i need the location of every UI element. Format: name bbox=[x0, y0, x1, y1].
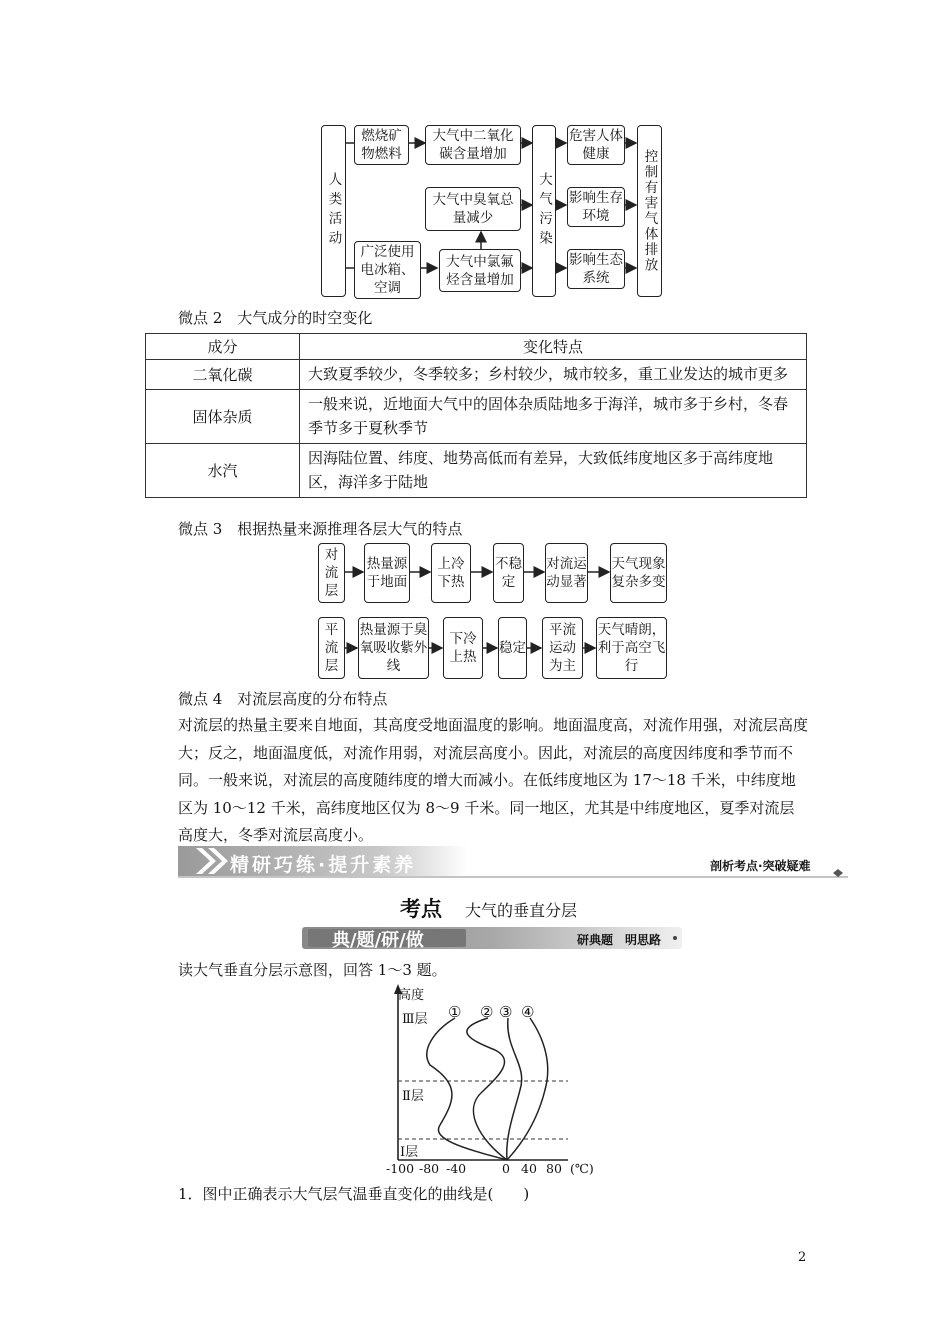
micro3-heading: 微点 3 根据热量来源推理各层大气的特点 bbox=[178, 520, 463, 538]
ozone-decrease-box: 大气中臭氧总量减少 bbox=[425, 187, 521, 231]
table-header: 成分 bbox=[146, 334, 300, 360]
curve-label: ③ bbox=[499, 1003, 513, 1021]
heat-from-ozone-box: 热量源于臭氧吸收紫外线 bbox=[358, 617, 429, 679]
cold-top-warm-bottom-box: 上冷下热 bbox=[431, 543, 471, 603]
kaodian-title: 大气的垂直分层 bbox=[465, 901, 578, 920]
x-tick-label: -100 bbox=[386, 1161, 415, 1176]
curve-label: ④ bbox=[521, 1003, 535, 1021]
stratosphere-box: 平流层 bbox=[318, 617, 345, 679]
x-tick-label: 0 bbox=[502, 1161, 510, 1176]
co2-increase-box: 大气中二氧化碳含量增加 bbox=[425, 125, 521, 165]
x-tick-label: -80 bbox=[419, 1161, 440, 1176]
cfc-increase-box: 大气中氯氟烃含量增加 bbox=[439, 249, 521, 292]
use-fridge-ac-box: 广泛使用电冰箱、空调 bbox=[354, 241, 421, 299]
air-pollution-box: 大气污染 bbox=[532, 125, 556, 297]
y-axis-label: 高度 bbox=[398, 988, 425, 1003]
table-header: 变化特点 bbox=[300, 334, 807, 360]
horizontal-flow-box: 平流运动为主 bbox=[542, 617, 583, 679]
question-1: 1．图中正确表示大气层气温垂直变化的曲线是( ) bbox=[178, 1185, 530, 1203]
micro4-heading: 微点 4 对流层高度的分布特点 bbox=[178, 690, 388, 708]
unstable-box: 不稳定 bbox=[493, 543, 524, 603]
stable-box: 稳定 bbox=[498, 617, 527, 679]
x-tick-label: -40 bbox=[446, 1161, 467, 1176]
sub-banner-title: 典/题/研/做 bbox=[332, 930, 424, 951]
convection-significant-box: 对流运动显著 bbox=[545, 543, 588, 603]
micro2-heading: 微点 2 大气成分的时空变化 bbox=[178, 309, 373, 327]
table-cell: 二氧化碳 bbox=[146, 360, 300, 390]
x-axis-unit: (℃) bbox=[570, 1161, 594, 1176]
weather-complex-box: 天气现象复杂多变 bbox=[610, 543, 667, 603]
curve-label: ① bbox=[448, 1003, 462, 1021]
curve-label: ② bbox=[480, 1003, 494, 1021]
x-tick-label: 40 bbox=[521, 1161, 537, 1176]
question-intro: 读大气垂直分层示意图，回答 1～3 题。 bbox=[178, 961, 447, 979]
curve-1 bbox=[427, 1018, 507, 1160]
micro4-paragraph: 对流层的热量主要来自地面，其高度受地面温度的影响。地面温度高，对流作用强，对流层高度大；反之，地面温度低，对流作用弱，对流层高度小。因此，对流层的高度因纬度和季节而不同。一般来说，对流层的高度随纬度的增大而减小。在低纬度地区为 17～18 千米，中纬度地区为 10～12 千米，高纬度地区仅为 8～9 千米。同一地区，尤其是中纬度地区，夏季对流层高度大，冬季对流层高度小。 bbox=[178, 716, 809, 844]
x-tick-label: 80 bbox=[546, 1161, 562, 1176]
human-activity-box: 人类活动 bbox=[321, 125, 346, 297]
warm-top-cold-bottom-box: 下冷上热 bbox=[443, 617, 483, 679]
sub-banner-subtitle: 研典题 明思路 bbox=[577, 933, 662, 947]
layer-label: Ⅲ层 bbox=[402, 1012, 428, 1027]
affect-ecosystem-box: 影响生态系统 bbox=[567, 249, 625, 289]
table-cell: 因海陆位置、纬度、地势高低而有差异，大致低纬度地区多于高纬度地区，海洋多于陆地 bbox=[300, 443, 807, 497]
troposphere-box: 对流层 bbox=[318, 543, 345, 603]
table-cell: 水汽 bbox=[146, 443, 300, 497]
affect-living-env-box: 影响生存环境 bbox=[567, 187, 625, 227]
heat-from-ground-box: 热量源于地面 bbox=[364, 543, 410, 603]
sunny-weather-box: 天气晴朗，利于高空飞行 bbox=[596, 617, 667, 679]
kaodian-label: 考点 bbox=[400, 897, 442, 921]
banner-title: 精研巧练·提升素养 bbox=[230, 854, 417, 876]
harm-health-box: 危害人体健康 bbox=[567, 125, 625, 165]
layer-label: Ⅰ层 bbox=[400, 1145, 419, 1160]
table-cell: 固体杂质 bbox=[146, 389, 300, 443]
layer-label: Ⅱ层 bbox=[402, 1089, 424, 1104]
table-cell: 一般来说，近地面大气中的固体杂质陆地多于海洋，城市多于乡村，冬春季节多于夏秋季节 bbox=[300, 389, 807, 443]
burn-fossil-fuel-box: 燃烧矿物燃料 bbox=[354, 125, 409, 165]
page-number: 2 bbox=[798, 1250, 807, 1265]
control-emission-box: 控制有害气体排放 bbox=[637, 125, 662, 297]
table-cell: 大致夏季较少，冬季较多；乡村较少，城市较多，重工业发达的城市更多 bbox=[300, 360, 807, 390]
banner-subtitle: 剖析考点·突破疑难 bbox=[710, 859, 811, 873]
curve-2 bbox=[467, 1018, 507, 1160]
